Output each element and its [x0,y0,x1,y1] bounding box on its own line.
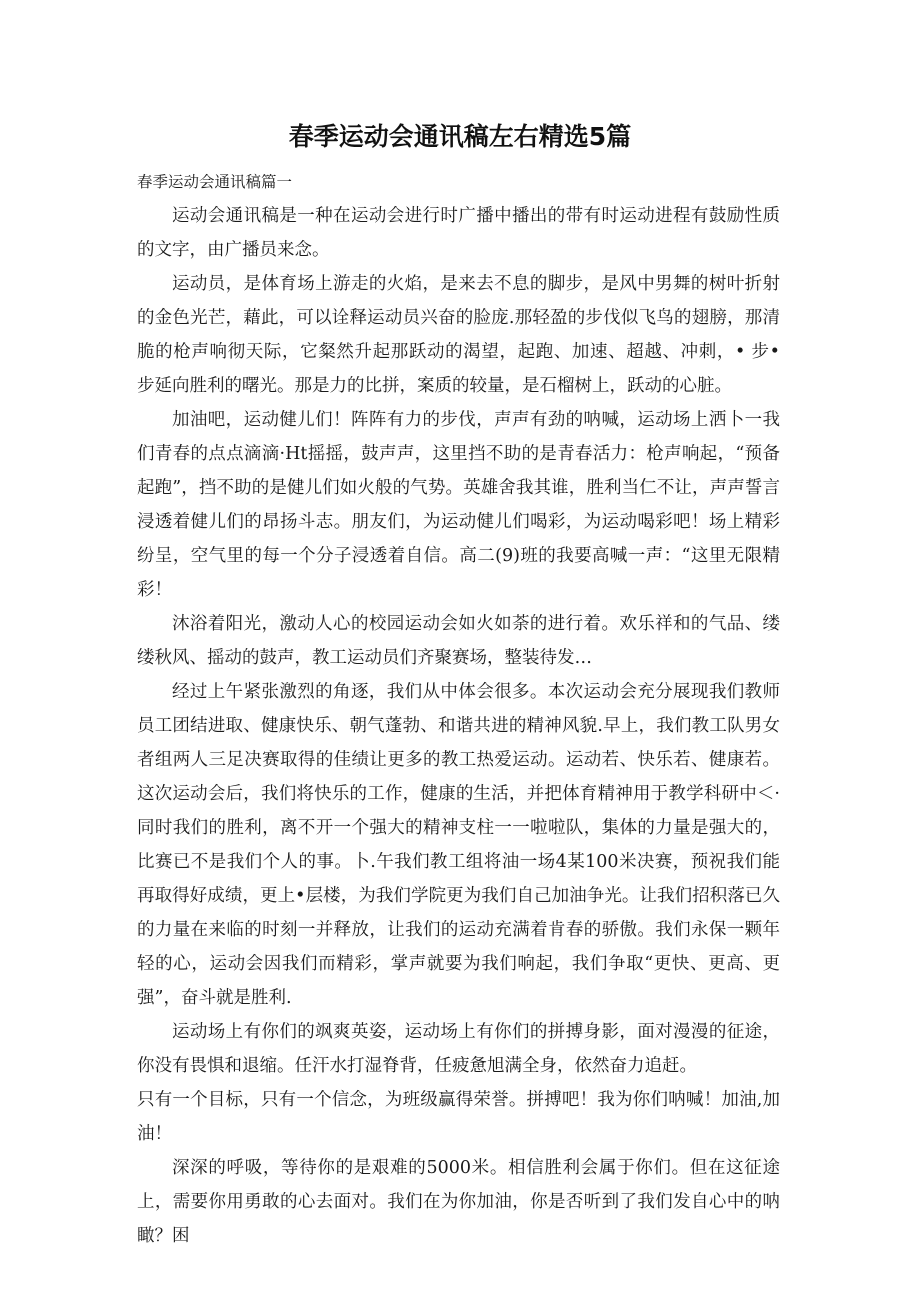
paragraph-field-spirit: 运动场上有你们的飒爽英姿，运动场上有你们的拼搏身影，面对漫漫的征途，你没有畏惧和退缩。任汗水打湿脊背，任疲惫旭满全身，依然奋力追赶。 [137,1022,780,1076]
document-body [137,199,780,1253]
section-heading: 春季运动会通讯稿篇一 [137,173,293,191]
paragraph-intro: 运动会通讯稿是一种在运动会进行时广播中播出的带有时运动进程有鼓励性质的文字，由广播员来念。 [137,206,780,260]
paragraph-one-goal: 只有一个目标，只有一个信念，为班级赢得荣誉。拼搏吧！我为你们呐喊！加油,加油！ [137,1090,780,1144]
document-title: 春季运动会通讯稿左右精选5篇 [288,122,632,151]
paragraph-athletes: 运动员，是体育场上游走的火焰，是来去不息的脚步，是风中男舞的树叶折射的金色光芒，藉此，可以诠释运动员兴奋的脸庞.那轻盈的步伐似飞鸟的翅膀，那清脆的枪声响彻天际，它粲然升起那跃动的渴望，起跑、加速、超越、冲刺，• 步• 步延向胜利的曙光。那是力的比拼，案质的较量，是石榴树上，跃动的心脏。 [137,274,780,396]
paragraph-morning-results: 经过上午紧张激烈的角逐，我们从中体会很多。本次运动会充分展现我们教师员工团结进取、健康快乐、朝气蓬勃、和谐共进的精神风貌.早上，我们教工队男女者组两人三足决赛取得的佳绩让更多的教工热爱运动。运动若、快乐若、健康若。这次运动会后，我们将快乐的工作，健康的生活，并把体育精神用于教学科研中＜·同时我们的胜利，离不开一个强大的精神支柱一一啦啦队，集体的力量是强大的，比赛已不是我们个人的事。卜.午我们教工组将油一场4某100米决赛，预祝我们能再取得好成绩，更上•层楼，为我们学院更为我们自己加油争光。让我们招积落已久的力量在来临的时刻一并释放，让我们的运动充满着肯春的骄傲。我们永保一颗年轻的心，运动会因我们而精彩，掌声就要为我们响起，我们争取“更快、更高、更强”，奋斗就是胜利. [137,682,780,1008]
paragraph-cheer: 加油吧，运动健儿们！阵阵有力的步伐，声声有劲的呐喊，运动场上洒卜一我们青春的点点滴滴·Ht摇摇，鼓声声，这里挡不助的是青春活力：枪声响起，“预备起跑”，挡不助的是健儿们如火般的气势。英雄舍我其谁，胜利当仁不让，声声誓言浸透着健儿们的昂扬斗志。朋友们，为运动健儿们喝彩，为运动喝彩吧！场上精彩纷呈，空气里的每一个分子浸透着自信。高二(9)班的我要高喊一声：“这里无限精彩！ [137,410,780,600]
paragraph-sunshine: 沐浴着阳光，激动人心的校园运动会如火如荼的进行着。欢乐祥和的气品、缕缕秋风、摇动的鼓声，教工运动员们齐聚赛场，整装待发… [137,614,780,668]
paragraph-5000m: 深深的呼吸，等待你的是艰难的5000米。相信胜利会属于你们。但在这征途上，需要你用勇敢的心去面对。我们在为你加油，你是否听到了我们发自心中的呐瞰？困 [137,1158,780,1246]
